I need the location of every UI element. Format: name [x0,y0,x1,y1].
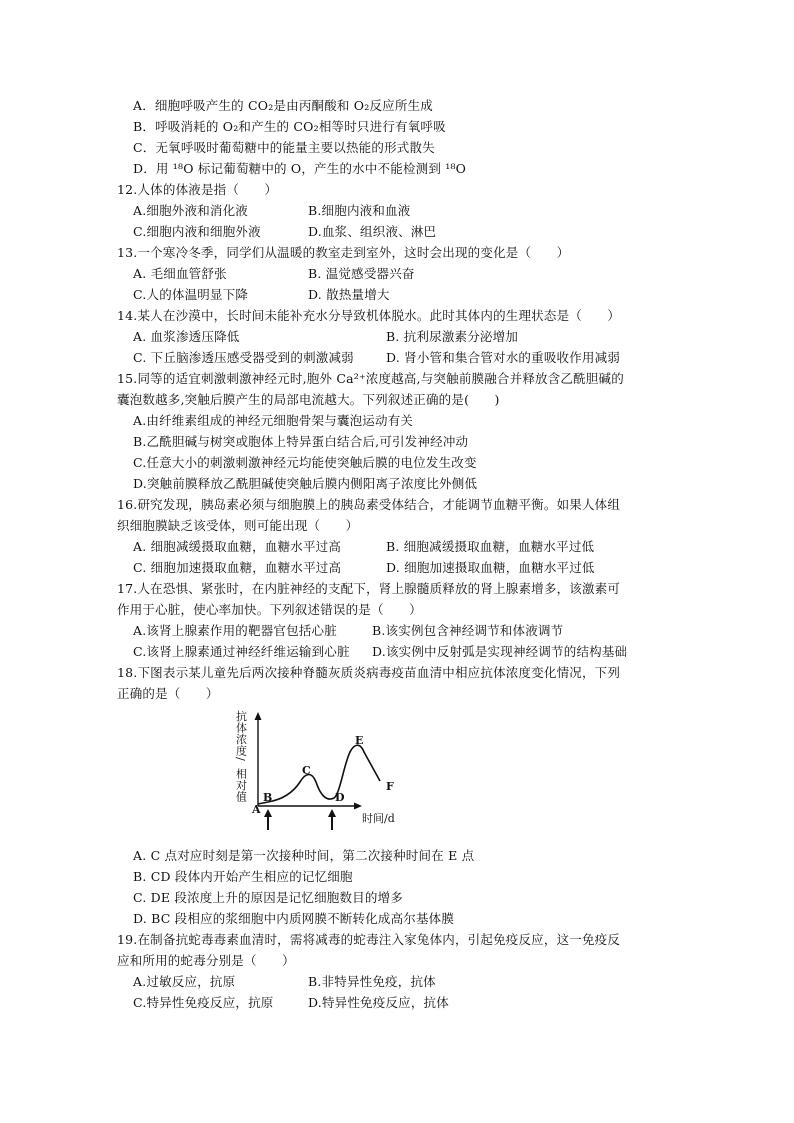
y-axis-label-char: 对 [236,779,247,792]
q14-option-b: B. 抗利尿激素分泌增加 [386,329,519,344]
q11-option-b: B．呼吸消耗的 O₂和产生的 CO₂相等时只进行有氧呼吸 [133,119,446,134]
q12-option-a: A.细胞外液和消化液 [133,203,249,218]
q17-option-d: D.该实例中反射弧是实现神经调节的结构基础 [372,644,628,659]
q12-option-c: C.细胞内液和细胞外液 [133,224,261,239]
q13-option-b: B. 温觉感受器兴奋 [308,266,415,281]
y-axis-label-char: 相 [236,767,247,781]
q13-option-c: C.人的体温明显下降 [133,287,249,302]
y-axis-label-char: / [234,757,247,761]
antibody-graph [228,706,428,834]
q15-option-d: D.突触前膜释放乙酰胆碱使突触后膜内侧阳离子浓度比外侧低 [133,476,478,491]
q11-option-c: C．无氧呼吸时葡萄糖中的能量主要以热能的形式散失 [133,140,435,155]
y-axis-label-char: 体 [236,721,247,735]
q19-option-b: B.非特异性免疫，抗体 [308,974,436,989]
second-vaccination-arrowhead [328,809,336,817]
q11-option-a: A．细胞呼吸产生的 CO₂是由丙酮酸和 O₂反应所生成 [133,98,433,113]
q17-stem-line1: 17.人在恐惧、紧张时，在内脏神经的支配下，肾上腺髓质释放的肾上腺素增多，该激素可 [117,581,621,596]
q16-option-d: D. 细胞加速摄取血糖，血糖水平过低 [386,560,595,575]
q14-stem: 14.某人在沙漠中，长时间未能补充水分导致机体脱水。此时其体内的生理状态是（ ） [117,308,621,323]
first-vaccination-arrowhead [264,809,272,817]
q12-stem: 12.人体的体液是指（ ） [117,182,278,197]
q16-option-c: C. 细胞加速摄取血糖，血糖水平过高 [133,560,342,575]
point-label-b: B [263,791,273,804]
q18-option-c: C. DE 段浓度上升的原因是记忆细胞数目的增多 [133,890,403,905]
point-label-c: C [302,764,311,777]
q19-stem-line1: 19.在制备抗蛇毒毒素血清时，需将减毒的蛇毒注入家兔体内，引起免疫反应，这一免疫反 [117,932,621,947]
q16-stem-line1: 16.研究发现，胰岛素必须与细胞膜上的胰岛素受体结合，才能调节血糖平衡。如果人体组 [117,497,621,512]
q17-option-c: C.该肾上腺素通过神经纤维运输到心脏 [133,644,350,659]
q16-option-b: B. 细胞减缓摄取血糖，血糖水平过低 [386,539,595,554]
q19-option-a: A.过敏反应，抗原 [133,974,236,989]
q18-option-d: D. BC 段相应的浆细胞中内质网膜不断转化成高尔基体膜 [133,911,455,926]
point-label-a: A [252,803,261,816]
q15-option-c: C.任意大小的刺激刺激神经元均能使突触后膜的电位发生改变 [133,455,477,470]
q11-option-d: D．用 ¹⁸O 标记葡萄糖中的 O，产生的水中不能检测到 ¹⁸O [133,161,467,176]
x-axis-arrow [354,803,362,810]
q15-option-b: B.乙酰胆碱与树突或胞体上特异蛋白结合后,可引发神经冲动 [133,434,469,449]
q12-option-b: B.细胞内液和血液 [308,203,411,218]
q18-option-a: A. C 点对应时刻是第一次接种时间，第二次接种时间在 E 点 [133,848,475,863]
x-axis-label: 时间/d [362,812,395,825]
y-axis-label-char: 值 [236,790,247,804]
q15-stem-line2: 囊泡数越多,突触后膜产生的局部电流越大。下列叙述正确的是( ) [117,392,500,407]
q17-option-b: B.该实例包含神经调节和体液调节 [372,623,564,638]
q15-option-a: A.由纤维素组成的神经元细胞骨架与囊泡运动有关 [133,413,414,428]
q17-option-a: A.该肾上腺素作用的靶器官包括心脏 [133,623,337,638]
q17-stem-line2: 作用于心脏，使心率加快。下列叙述错误的是（ ） [117,602,422,617]
q16-stem-line2: 织细胞膜缺乏该受体，则可能出现（ ） [117,518,359,533]
antibody-curve [258,745,380,804]
q14-option-d: D. 肾小管和集合管对水的重吸收作用减弱 [386,350,621,365]
y-axis-label-char: 抗 [236,710,247,723]
q19-option-c: C.特异性免疫反应，抗原 [133,995,274,1010]
q12-option-d: D.血浆、组织液、淋巴 [308,224,437,239]
q14-option-c: C. 下丘脑渗透压感受器受到的刺激减弱 [133,350,354,365]
point-label-e: E [355,734,364,747]
q15-stem-line1: 15.同等的适宜刺激刺激神经元时,胞外 Ca²⁺浓度越高,与突触前膜融合并释放含乙酰胆碱的 [117,371,624,386]
point-label-f: F [386,780,394,793]
q18-stem-line2: 正确的是（ ） [117,686,219,701]
y-axis-label-char: 浓 [236,733,247,746]
point-label-d: D [335,791,345,804]
q16-option-a: A. 细胞减缓摄取血糖，血糖水平过高 [133,539,342,554]
y-axis-arrow [255,712,262,720]
q19-option-d: D.特异性免疫反应，抗体 [308,995,449,1010]
y-axis-label-char: 度 [236,744,247,758]
q13-stem: 13.一个寒冷冬季，同学们从温暖的教室走到室外，这时会出现的变化是（ ） [117,245,570,260]
q13-option-d: D. 散热量增大 [308,287,390,302]
q18-option-b: B. CD 段体内开始产生相应的记忆细胞 [133,869,353,884]
q18-stem-line1: 18.下图表示某儿童先后两次接种脊髓灰质炎病毒疫苗血清中相应抗体浓度变化情况，下列 [117,665,621,680]
q19-stem-line2: 应和所用的蛇毒分别是（ ） [117,953,295,968]
q14-option-a: A. 血浆渗透压降低 [133,329,240,344]
q13-option-a: A. 毛细血管舒张 [133,266,227,281]
